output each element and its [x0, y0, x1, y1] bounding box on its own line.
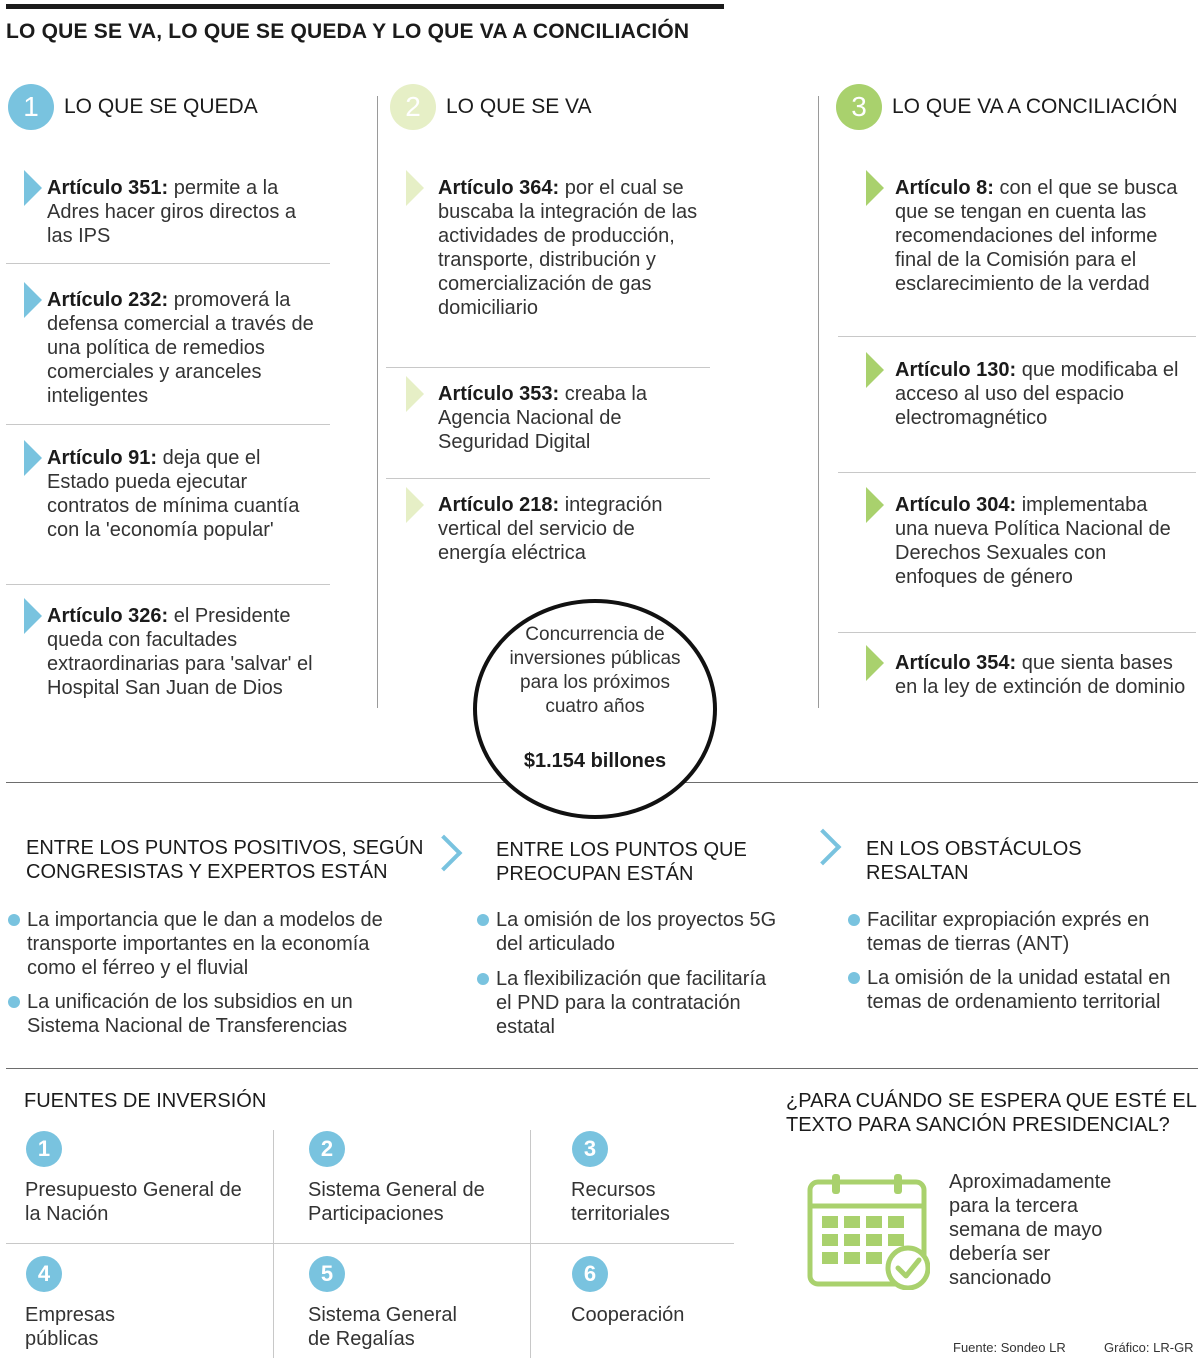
- triangle-bullet-icon: [406, 170, 424, 206]
- fuente-item: [309, 1256, 345, 1292]
- article-text: Artículo 353: creaba la Agencia Nacional de Seguridad Digital: [438, 383, 647, 453]
- column-label: LO QUE SE VA: [446, 95, 592, 118]
- chevron-right-icon: [805, 829, 842, 866]
- article-text: Artículo 364: por el cual se buscaba la integración de las actividades de producción, transporte, distribución y comercialización de gas domiciliario: [438, 177, 698, 319]
- article-text: Artículo 232: promoverá la defensa comercial a través de una política de remedios comerciales y aranceles inteligentes: [47, 289, 314, 407]
- item-divider: [838, 632, 1196, 633]
- article-item: [866, 176, 1186, 296]
- sancion-heading: ¿PARA CUÁNDO SE ESPERA QUE ESTÉ EL TEXTO PARA SANCIÓN PRESIDENCIAL?: [786, 1090, 1197, 1136]
- item-divider: [838, 472, 1196, 473]
- fuente-label: Presupuesto General de la Nación: [25, 1179, 242, 1225]
- number-badge: 1: [8, 84, 54, 130]
- dot-icon: [848, 972, 860, 984]
- fuente-item: [572, 1256, 608, 1292]
- fuente-label: Recursos territoriales: [571, 1179, 670, 1225]
- section-heading-preocupan: ENTRE LOS PUNTOS QUE PREOCUPAN ESTÁN: [496, 839, 747, 885]
- fuente-item: [26, 1256, 62, 1292]
- graphic-credit: Gráfico: LR-GR: [1104, 1340, 1194, 1355]
- article-text: Artículo 351: permite a la Adres hacer giros directos a las IPS: [47, 177, 297, 247]
- article-text: Artículo 130: que modificaba el acceso al uso del espacio electromagnético: [895, 359, 1179, 429]
- circle-description: Concurrencia de inversiones públicas para los próximos cuatro años: [509, 624, 681, 717]
- column-label: LO QUE VA A CONCILIACIÓN: [892, 95, 1178, 118]
- page-title: LO QUE SE VA, LO QUE SE QUEDA Y LO QUE VA A CONCILIACIÓN: [6, 20, 690, 43]
- fuente-label: Sistema General de Participaciones: [308, 1179, 485, 1225]
- bullet-item: Facilitar expropiación exprés en temas de tierras (ANT): [848, 908, 1178, 956]
- fuente-item: [572, 1131, 608, 1167]
- item-divider: [6, 263, 330, 264]
- dot-icon: [8, 914, 20, 926]
- investment-circle: [473, 599, 717, 819]
- triangle-bullet-icon: [24, 598, 42, 634]
- column-header-queda: [8, 84, 258, 130]
- grid-divider: [273, 1130, 274, 1358]
- dot-icon: [477, 973, 489, 985]
- article-item: [24, 604, 324, 700]
- item-divider: [386, 478, 710, 479]
- bullet-item: La importancia que le dan a modelos de transporte importantes en la economía como el férreo y el fluvial: [8, 908, 418, 980]
- column-divider: [377, 96, 378, 708]
- triangle-bullet-icon: [866, 352, 884, 388]
- item-divider: [6, 584, 330, 585]
- circle-value: $1.154 billones: [523, 750, 667, 772]
- fuente-label: Cooperación: [571, 1304, 685, 1326]
- article-item: [866, 651, 1186, 699]
- article-item: [24, 176, 324, 248]
- column-divider: [818, 96, 819, 708]
- article-text: Artículo 218: integración vertical del servicio de energía eléctrica: [438, 494, 663, 564]
- grid-divider: [530, 1130, 531, 1358]
- item-divider: [6, 424, 330, 425]
- triangle-bullet-icon: [24, 440, 42, 476]
- article-item: [866, 358, 1186, 430]
- article-item: [24, 288, 324, 408]
- triangle-bullet-icon: [24, 170, 42, 206]
- triangle-bullet-icon: [866, 645, 884, 681]
- number-badge: 6: [572, 1256, 608, 1292]
- article-text: Artículo 304: implementaba una nueva Política Nacional de Derechos Sexuales con enfoques de género: [895, 494, 1171, 588]
- section-heading-positivos: ENTRE LOS PUNTOS POSITIVOS, SEGÚN CONGRESISTAS Y EXPERTOS ESTÁN: [26, 837, 424, 883]
- chevron-right-icon: [426, 835, 463, 872]
- bullet-item: La omisión de la unidad estatal en temas de ordenamiento territorial: [848, 966, 1178, 1014]
- sancion-text: Aproximadamente para la tercera semana de mayo debería ser sancionado: [949, 1171, 1112, 1289]
- section-heading-obstaculos: EN LOS OBSTÁCULOS RESALTAN: [866, 838, 1082, 884]
- number-badge: 3: [572, 1131, 608, 1167]
- number-badge: 3: [836, 84, 882, 130]
- bullet-item: La flexibilización que facilitaría el PND para la contratación estatal: [477, 967, 777, 1039]
- article-item: [406, 493, 706, 565]
- article-item: [866, 493, 1186, 589]
- dot-icon: [848, 914, 860, 926]
- column-header-va: [390, 84, 592, 130]
- section-divider: [6, 1068, 1198, 1069]
- item-divider: [386, 367, 710, 368]
- source-credit: Fuente: Sondeo LR: [953, 1340, 1066, 1355]
- fuente-label: Empresas públicas: [25, 1304, 116, 1350]
- article-item: [24, 446, 324, 542]
- number-badge: 4: [26, 1256, 62, 1292]
- fuente-label: Sistema General de Regalías: [308, 1304, 457, 1350]
- triangle-bullet-icon: [406, 376, 424, 412]
- column-label: LO QUE SE QUEDA: [64, 95, 258, 118]
- article-text: Artículo 8: con el que se busca que se tengan en cuenta las recomendaciones del informe final de la Comisión para el esclarecimiento de la verdad: [895, 177, 1178, 295]
- dot-icon: [477, 914, 489, 926]
- fuente-item: [309, 1131, 345, 1167]
- bullet-item: La omisión de los proyectos 5G del articulado: [477, 908, 777, 956]
- triangle-bullet-icon: [866, 487, 884, 523]
- grid-divider: [6, 1243, 734, 1244]
- item-divider: [838, 336, 1196, 337]
- bullet-item: La unificación de los subsidios en un Sistema Nacional de Transferencias: [8, 990, 418, 1038]
- fuente-item: [26, 1131, 62, 1167]
- article-text: Artículo 91: deja que el Estado pueda ejecutar contratos de mínima cuantía con la 'economía popular': [47, 447, 300, 541]
- triangle-bullet-icon: [24, 282, 42, 318]
- dot-icon: [8, 996, 20, 1008]
- title-rule: [6, 4, 724, 9]
- column-header-conciliacion: [836, 84, 1178, 130]
- number-badge: 2: [309, 1131, 345, 1167]
- calendar-check-icon: [806, 1172, 930, 1290]
- fuentes-heading: FUENTES DE INVERSIÓN: [24, 1090, 267, 1112]
- article-item: [406, 382, 706, 454]
- number-badge: 1: [26, 1131, 62, 1167]
- article-text: Artículo 354: que sienta bases en la ley de extinción de dominio: [895, 652, 1186, 698]
- number-badge: 5: [309, 1256, 345, 1292]
- triangle-bullet-icon: [406, 487, 424, 523]
- article-item: [406, 176, 706, 320]
- triangle-bullet-icon: [866, 170, 884, 206]
- number-badge: 2: [390, 84, 436, 130]
- article-text: Artículo 326: el Presidente queda con facultades extraordinarias para 'salvar' el Hospital San Juan de Dios: [47, 605, 313, 699]
